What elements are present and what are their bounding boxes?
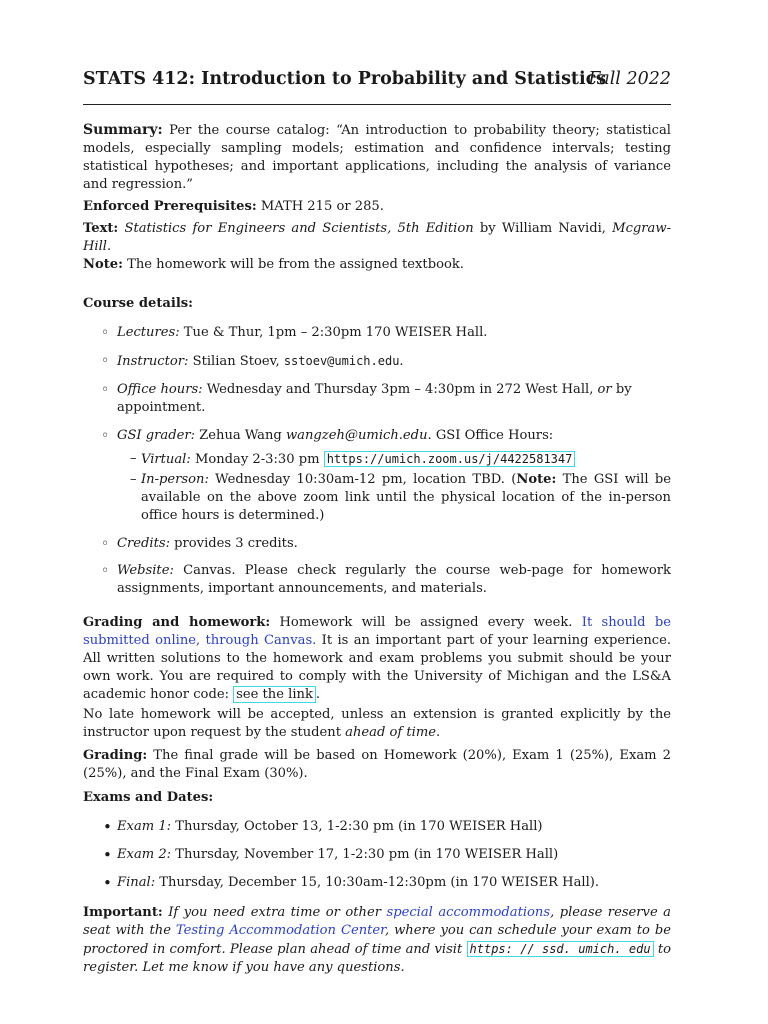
grading-homework-period: .: [315, 687, 321, 702]
note-text: The homework will be from the assigned textbook.: [127, 257, 464, 272]
important-text4: to register. Let me know if you have any questions.: [83, 942, 671, 975]
office-hours-end: by appointment.: [117, 382, 632, 415]
credits-label: Credits:: [117, 536, 170, 551]
in-person-label: In-person:: [141, 472, 209, 487]
late-homework-paragraph: [83, 706, 671, 742]
list-item-website: [83, 562, 671, 598]
gsi-label: GSI grader:: [117, 428, 196, 443]
textbook-publisher: Mcgraw-Hill: [83, 221, 671, 254]
lectures-label: Lectures:: [117, 325, 180, 340]
gsi-hours-list: [83, 450, 671, 525]
late-homework-text: No late homework will be accepted, unless an extension is granted explicitly by the instructor upon request by the student: [83, 707, 671, 740]
text-label: Text:: [83, 221, 119, 236]
gsi-office-hours-intro: . GSI Office Hours:: [427, 428, 554, 443]
exams-heading: [83, 789, 671, 807]
zoom-link[interactable]: https://umich.zoom.us/j/4422581347: [324, 451, 576, 467]
course-details-heading: [83, 295, 671, 313]
important-text1: If you need extra time or other: [162, 905, 387, 920]
instructor-period: .: [399, 354, 404, 369]
virtual-label: Virtual:: [141, 452, 191, 467]
summary-paragraph: [83, 121, 671, 194]
summary-text: Per the course catalog: “An introduction to probability theory; statistical models, especially sampling models; estimation and confidence intervals; testing statistical hypotheses; and important applications, including the analysis of variance and regression.”: [83, 123, 671, 192]
special-accommodations-link[interactable]: special accommodations: [386, 905, 551, 920]
course-details-heading-text: Course details:: [83, 296, 194, 311]
website-text: Canvas. Please check regularly the course web-page for homework assignments, important announcements, and materials.: [117, 563, 671, 596]
late-homework-italic: ahead of time: [345, 725, 437, 740]
summary-label: Summary:: [83, 122, 163, 138]
prereq-label: Enforced Prerequisites:: [83, 199, 257, 214]
list-item-lectures: [83, 324, 671, 342]
lectures-text: Tue & Thur, 1pm – 2:30pm 170 WEISER Hall.: [179, 325, 488, 340]
course-term: Fall 2022: [588, 69, 671, 89]
list-item-final: [83, 874, 671, 892]
gsi-name: Zehua Wang: [195, 428, 286, 443]
list-item-virtual: [83, 450, 671, 469]
exam-2-label: Exam 2:: [117, 847, 172, 862]
exams-list: [83, 818, 671, 892]
website-label: Website:: [117, 563, 174, 578]
grading-homework-text1: Homework will be assigned every week.: [270, 615, 582, 630]
note-paragraph: [83, 256, 671, 274]
final-exam-text: Thursday, December 15, 10:30am-12:30pm (in 170 WEISER Hall).: [155, 875, 600, 890]
exam-1-label: Exam 1:: [117, 819, 172, 834]
header-rule: [83, 104, 671, 105]
textbook-author: by William Navidi,: [473, 221, 613, 236]
exam-2-text: Thursday, November 17, 1-2:30 pm (in 170 WEISER Hall): [171, 847, 559, 862]
ssd-link[interactable]: https: // ssd. umich. edu: [467, 941, 654, 957]
instructor-name: Stilian Stoev,: [188, 354, 284, 369]
final-exam-label: Final:: [117, 875, 156, 890]
course-details-list: [83, 324, 671, 598]
grading-homework-label: Grading and homework:: [83, 615, 271, 630]
canvas-submission-link[interactable]: It should be submitted online, through Canvas.: [83, 615, 671, 648]
in-person-note-label: Note:: [516, 472, 557, 487]
important-text2: , please reserve a seat with the: [83, 905, 671, 938]
page-header: [83, 66, 671, 98]
syllabus-body: [83, 119, 671, 977]
important-paragraph: [83, 904, 671, 977]
in-person-note-text: The GSI will be available on the above zoom link until the physical location of the in-person office hours is determined.): [141, 472, 671, 523]
grading-label: Grading:: [83, 748, 148, 763]
grading-homework-paragraph: [83, 614, 671, 704]
grading-paragraph: [83, 747, 671, 783]
list-item-office-hours: [83, 381, 671, 417]
important-label: Important:: [83, 905, 163, 920]
list-item-exam-2: [83, 846, 671, 864]
office-hours-label: Office hours:: [117, 382, 203, 397]
list-item-exam-1: [83, 818, 671, 836]
prereq-text: MATH 215 or 285.: [260, 199, 384, 214]
instructor-email: sstoev@umich.edu: [283, 354, 400, 368]
gsi-email: wangzeh@umich.edu: [285, 428, 428, 443]
important-text3: , where you can schedule your exam to be proctored in comfort. Please plan ahead of time and visit: [83, 923, 672, 957]
textbook-title: Statistics for Engineers and Scientists, 5th Edition: [124, 221, 474, 236]
virtual-text: Monday 2-3:30 pm: [190, 452, 324, 467]
grading-homework-text2: It is an important part of your learning experience. All written solutions to the homework and exam problems you submit should be your own work. You are required to comply with the University of Michigan and the LS&A academic honor code:: [83, 633, 671, 702]
grading-text: The final grade will be based on Homework (20%), Exam 1 (25%), Exam 2 (25%), and the Final Exam (30%).: [83, 748, 671, 781]
office-hours-or: or: [597, 382, 612, 397]
course-title: STATS 412: Introduction to Probability and Statistics: [83, 69, 607, 89]
in-person-text: Wednesday 10:30am-12 pm, location TBD. (: [208, 472, 517, 487]
instructor-label: Instructor:: [117, 354, 189, 369]
textbook-period: .: [106, 239, 112, 254]
credits-text: provides 3 credits.: [170, 536, 298, 551]
list-item-gsi: [83, 427, 671, 525]
exams-heading-text: Exams and Dates:: [83, 790, 214, 805]
note-label: Note:: [83, 257, 123, 272]
list-item-in-person: [83, 471, 671, 525]
textbook-paragraph: [83, 220, 671, 256]
prereq-paragraph: [83, 198, 671, 216]
exam-1-text: Thursday, October 13, 1-2:30 pm (in 170 WEISER Hall): [171, 819, 543, 834]
late-homework-period: .: [436, 725, 441, 740]
testing-center-link[interactable]: Testing Accommodation Center: [175, 923, 385, 938]
list-item-instructor: [83, 352, 671, 371]
list-item-credits: [83, 535, 671, 553]
office-hours-text: Wednesday and Thursday 3pm – 4:30pm in 272 West Hall,: [202, 382, 598, 397]
honor-code-link[interactable]: see the link: [233, 686, 316, 703]
